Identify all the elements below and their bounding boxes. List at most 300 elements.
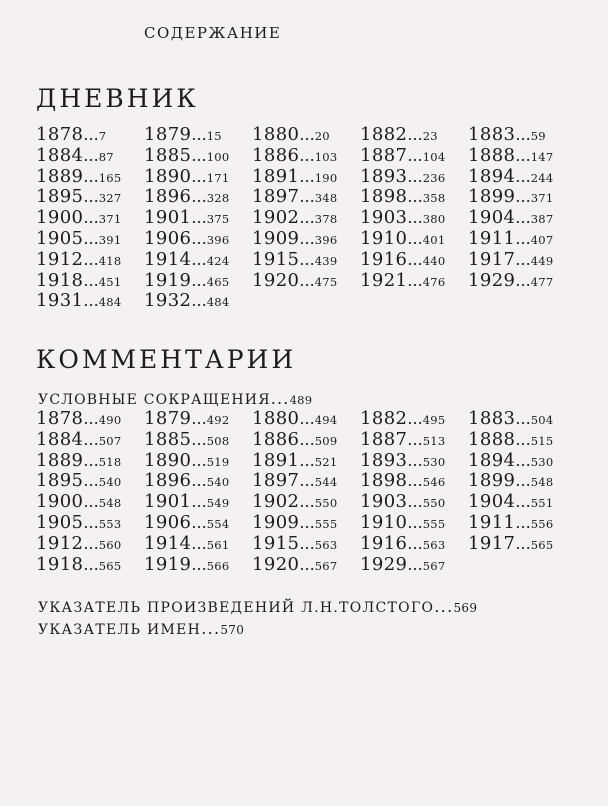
diary-contents-grid [36,125,576,312]
leader-dots: ... [83,492,99,512]
toc-entry[interactable] [468,167,576,188]
toc-year: 1916 [360,248,408,270]
toc-page-number: 567 [422,558,446,573]
leader-dots: ... [191,492,207,512]
toc-page-number: 484 [206,295,230,310]
toc-page-number: 475 [314,274,338,289]
toc-page-number: 171 [206,170,230,185]
toc-year: 1903 [360,207,408,229]
toc-page-number: 477 [530,274,554,289]
toc-page-number: 561 [206,537,230,552]
toc-entry[interactable] [144,534,252,555]
toc-entry[interactable] [468,187,576,208]
leader-dots: ... [299,125,315,144]
leader-dots: ... [299,471,315,491]
leader-dots: ... [299,249,315,269]
leader-dots: ... [299,554,315,574]
page-title: СОДЕРЖАНИЕ [144,24,282,42]
toc-year: 1915 [252,532,300,554]
leader-dots: ... [407,145,423,165]
index-works-page: 569 [453,601,478,615]
toc-entry[interactable] [468,250,576,271]
toc-page-number: 567 [314,558,338,573]
toc-entry[interactable] [36,471,144,492]
toc-entry[interactable] [144,430,252,451]
toc-entry[interactable] [36,229,144,250]
toc-entry[interactable] [144,187,252,208]
toc-year: 1912 [36,248,84,270]
leader-dots: ... [191,291,207,311]
toc-page-number: 59 [530,129,546,143]
toc-year: 1896 [144,186,192,208]
toc-page-number: 555 [422,516,446,531]
leader-dots: ... [83,249,99,269]
leader-dots: ... [191,471,207,491]
toc-year: 1915 [252,248,300,270]
toc-entry[interactable] [252,409,360,430]
toc-entry[interactable] [252,271,360,292]
toc-entry[interactable] [252,451,360,472]
leader-dots: ... [83,145,99,165]
toc-page-number: 548 [530,475,554,490]
leader-dots: ... [83,270,99,290]
toc-year: 1891 [252,165,300,187]
toc-entry[interactable] [144,513,252,534]
toc-entry[interactable] [144,409,252,430]
toc-entry[interactable] [252,187,360,208]
abbreviations-entry[interactable] [38,389,312,408]
leader-dots: ... [83,187,99,207]
toc-page-number: 165 [98,170,122,185]
toc-page-number: 563 [422,537,446,552]
leader-dots: ... [83,429,99,449]
toc-entry[interactable] [468,208,576,229]
toc-year: 1920 [252,269,300,291]
leader-dots: ... [407,249,423,269]
toc-page-number: 449 [530,253,554,268]
toc-entry[interactable] [252,146,360,167]
toc-entry[interactable] [36,409,144,430]
toc-year: 1897 [252,470,300,492]
toc-page-number: 396 [206,232,230,247]
leader-dots: ... [299,450,315,470]
toc-entry[interactable] [36,187,144,208]
toc-entry[interactable] [36,513,144,534]
toc-page-number: 391 [98,232,122,247]
toc-entry[interactable] [252,492,360,513]
toc-entry[interactable] [144,167,252,188]
toc-year: 1901 [144,207,192,229]
toc-entry[interactable] [252,513,360,534]
toc-entry[interactable] [360,534,468,555]
abbreviations-label: УСЛОВНЫЕ СОКРАЩЕНИЯ [38,392,271,408]
toc-entry[interactable] [468,451,576,472]
toc-page-number: 190 [314,170,338,185]
leader-dots: ... [83,166,99,186]
leader-dots: ... [515,471,531,491]
toc-page-number: 407 [530,232,554,247]
leader-dots: ... [515,512,531,532]
toc-year: 1919 [144,553,192,575]
toc-entry[interactable] [144,492,252,513]
comments-section-title: КОММЕНТАРИИ [36,345,297,374]
toc-page-number: 519 [206,454,230,469]
toc-page-number: 521 [314,454,338,469]
toc-year: 1878 [36,124,84,145]
toc-entry[interactable] [36,250,144,271]
leader-dots: ... [407,228,423,248]
toc-entry[interactable] [360,555,468,576]
toc-year: 1910 [360,511,408,533]
leader-dots: ... [407,492,423,512]
toc-year: 1906 [144,227,192,249]
toc-year: 1920 [252,553,300,575]
toc-year: 1893 [360,165,408,187]
toc-page-number: 401 [422,232,446,247]
toc-year: 1899 [468,470,516,492]
leader-dots: ... [83,512,99,532]
toc-year: 1914 [144,532,192,554]
leader-dots: ... [515,166,531,186]
toc-page-number: 476 [422,274,446,289]
leader-dots: ... [515,208,531,228]
leader-dots: ... [515,145,531,165]
leader-dots: ... [515,492,531,512]
toc-page-number: 551 [530,496,554,511]
toc-year: 1886 [252,144,300,166]
index-names-page: 570 [220,623,245,637]
toc-page-number: 515 [530,433,554,448]
toc-entry[interactable] [36,451,144,472]
toc-year: 1911 [468,227,516,249]
toc-page-number: 495 [422,413,446,427]
toc-page-number: 327 [98,191,122,206]
index-works-label: УКАЗАТЕЛЬ ПРОИЗВЕДЕНИЙ Л.Н.ТОЛСТОГО [38,600,435,616]
toc-year: 1918 [36,269,84,291]
leader-dots: ... [407,125,423,144]
leader-dots: ... [191,270,207,290]
toc-entry[interactable] [468,513,576,534]
leader-dots: ... [515,429,531,449]
toc-year: 1917 [468,248,516,270]
toc-entry[interactable] [36,125,144,146]
leader-dots: ... [83,409,99,428]
diary-section-title: ДНЕВНИК [36,84,199,113]
toc-entry[interactable] [36,146,144,167]
toc-year: 1883 [468,124,516,145]
toc-year: 1898 [360,470,408,492]
toc-year: 1929 [468,269,516,291]
toc-page-number: 465 [206,274,230,289]
toc-entry[interactable] [360,146,468,167]
toc-year: 1884 [36,144,84,166]
toc-entry[interactable] [360,208,468,229]
toc-year: 1903 [360,491,408,513]
toc-year: 1895 [36,186,84,208]
toc-year: 1919 [144,269,192,291]
toc-entry[interactable] [252,167,360,188]
leader-dots: ... [191,429,207,449]
toc-page-number: 548 [98,496,122,511]
leader-dots: ... [515,409,531,428]
toc-page-number: 20 [314,129,330,143]
toc-page-number: 371 [98,212,122,227]
toc-year: 1902 [252,491,300,513]
toc-page-number: 550 [314,496,338,511]
toc-page-number: 563 [314,537,338,552]
toc-page-number: 540 [98,475,122,490]
index-names-entry[interactable] [38,619,244,638]
toc-entry[interactable] [360,250,468,271]
leader-dots: ... [515,249,531,269]
toc-page-number: 553 [98,516,122,531]
toc-page-number: 380 [422,212,446,227]
leader-dots: ... [434,597,454,616]
toc-page-number: 7 [98,129,107,143]
leader-dots: ... [191,166,207,186]
toc-entry[interactable] [144,250,252,271]
toc-entry[interactable] [252,534,360,555]
leader-dots: ... [407,554,423,574]
toc-entry[interactable] [360,271,468,292]
toc-entry[interactable] [252,125,360,146]
leader-dots: ... [299,429,315,449]
toc-page-number: 507 [98,433,122,448]
toc-year: 1909 [252,227,300,249]
toc-year: 1904 [468,207,516,229]
index-works-entry[interactable] [38,597,477,616]
toc-page-number: 530 [422,454,446,469]
toc-entry[interactable] [144,471,252,492]
leader-dots: ... [515,533,531,553]
toc-year: 1917 [468,532,516,554]
toc-year: 1894 [468,449,516,471]
toc-entry[interactable] [36,555,144,576]
toc-year: 1882 [360,124,408,145]
toc-year: 1900 [36,207,84,229]
toc-entry[interactable] [468,471,576,492]
toc-entry[interactable] [252,555,360,576]
toc-entry[interactable] [360,492,468,513]
toc-entry[interactable] [468,271,576,292]
leader-dots: ... [407,166,423,186]
toc-page-number: 566 [206,558,230,573]
toc-page-number: 484 [98,295,122,310]
toc-year: 1901 [144,491,192,513]
toc-year: 1882 [360,408,408,429]
leader-dots: ... [407,471,423,491]
toc-page-number: 371 [530,191,554,206]
leader-dots: ... [299,270,315,290]
toc-year: 1900 [36,491,84,513]
toc-year: 1905 [36,511,84,533]
leader-dots: ... [191,409,207,428]
toc-page-number: 565 [530,537,554,552]
toc-entry[interactable] [360,430,468,451]
toc-entry[interactable] [468,125,576,146]
toc-year: 1887 [360,144,408,166]
toc-year: 1886 [252,428,300,450]
toc-year: 1916 [360,532,408,554]
toc-year: 1909 [252,511,300,533]
toc-page-number: 513 [422,433,446,448]
toc-entry[interactable] [360,229,468,250]
leader-dots: ... [83,228,99,248]
toc-entry[interactable] [468,409,576,430]
toc-entry[interactable] [36,492,144,513]
toc-page-number: 424 [206,253,230,268]
toc-entry[interactable] [468,229,576,250]
leader-dots: ... [407,533,423,553]
toc-entry[interactable] [468,534,576,555]
toc-entry[interactable] [360,513,468,534]
leader-dots: ... [83,471,99,491]
toc-entry[interactable] [252,250,360,271]
toc-entry[interactable] [468,492,576,513]
toc-entry[interactable] [468,430,576,451]
abbreviations-page: 489 [289,393,313,407]
leader-dots: ... [299,228,315,248]
toc-page-number: 23 [422,129,438,143]
toc-entry[interactable] [36,534,144,555]
toc-year: 1914 [144,248,192,270]
leader-dots: ... [515,450,531,470]
leader-dots: ... [515,228,531,248]
leader-dots: ... [299,512,315,532]
leader-dots: ... [299,208,315,228]
toc-year: 1889 [36,449,84,471]
toc-year: 1879 [144,124,192,145]
toc-entry[interactable] [468,146,576,167]
toc-entry[interactable] [144,229,252,250]
toc-year: 1880 [252,124,300,145]
leader-dots: ... [191,187,207,207]
toc-year: 1929 [360,553,408,575]
toc-page-number: 546 [422,475,446,490]
toc-year: 1932 [144,290,192,312]
toc-year: 1899 [468,186,516,208]
leader-dots: ... [407,270,423,290]
toc-year: 1893 [360,449,408,471]
toc-year: 1890 [144,449,192,471]
toc-year: 1885 [144,428,192,450]
toc-entry[interactable] [252,229,360,250]
toc-page-number: 147 [530,149,554,164]
toc-entry[interactable] [36,430,144,451]
toc-page-number: 555 [314,516,338,531]
leader-dots: ... [299,409,315,428]
toc-page-number: 565 [98,558,122,573]
leader-dots: ... [407,208,423,228]
toc-page-number: 550 [422,496,446,511]
toc-year: 1889 [36,165,84,187]
leader-dots: ... [201,619,221,638]
toc-page-number: 451 [98,274,122,289]
toc-year: 1905 [36,227,84,249]
toc-year: 1912 [36,532,84,554]
leader-dots: ... [299,166,315,186]
leader-dots: ... [407,187,423,207]
toc-page-number: 418 [98,253,122,268]
toc-entry[interactable] [360,451,468,472]
leader-dots: ... [191,249,207,269]
toc-year: 1906 [144,511,192,533]
leader-dots: ... [191,554,207,574]
toc-year: 1883 [468,408,516,429]
toc-entry[interactable] [36,208,144,229]
toc-year: 1888 [468,144,516,166]
toc-entry[interactable] [144,271,252,292]
toc-page-number: 540 [206,475,230,490]
toc-entry[interactable] [36,291,144,312]
toc-entry[interactable] [144,208,252,229]
toc-year: 1887 [360,428,408,450]
toc-page-number: 387 [530,212,554,227]
toc-entry[interactable] [144,291,252,312]
toc-entry[interactable] [360,471,468,492]
toc-entry[interactable] [144,451,252,472]
leader-dots: ... [299,187,315,207]
toc-entry[interactable] [252,471,360,492]
leader-dots: ... [191,208,207,228]
toc-entry[interactable] [144,146,252,167]
toc-year: 1880 [252,408,300,429]
toc-year: 1878 [36,408,84,429]
toc-year: 1879 [144,408,192,429]
toc-page-number: 15 [206,129,222,143]
leader-dots: ... [299,533,315,553]
toc-year: 1921 [360,269,408,291]
toc-page-number: 375 [206,212,230,227]
toc-entry[interactable] [360,409,468,430]
toc-year: 1885 [144,144,192,166]
toc-entry[interactable] [360,167,468,188]
leader-dots: ... [407,409,423,428]
toc-year: 1888 [468,428,516,450]
toc-page-number: 504 [530,413,554,427]
leader-dots: ... [191,125,207,144]
toc-entry[interactable] [360,187,468,208]
toc-entry[interactable] [252,430,360,451]
leader-dots: ... [515,270,531,290]
leader-dots: ... [270,389,290,408]
toc-page-number: 494 [314,413,338,427]
toc-entry[interactable] [252,208,360,229]
toc-entry[interactable] [360,125,468,146]
toc-year: 1931 [36,290,84,312]
toc-entry[interactable] [36,271,144,292]
toc-entry[interactable] [36,167,144,188]
toc-page-number: 549 [206,496,230,511]
toc-entry[interactable] [144,125,252,146]
leader-dots: ... [83,533,99,553]
toc-year: 1910 [360,227,408,249]
leader-dots: ... [83,125,99,144]
leader-dots: ... [191,512,207,532]
toc-page-number: 328 [206,191,230,206]
toc-year: 1904 [468,491,516,513]
toc-entry[interactable] [144,555,252,576]
toc-page-number: 556 [530,516,554,531]
toc-page-number: 100 [206,149,230,164]
toc-year: 1890 [144,165,192,187]
leader-dots: ... [191,450,207,470]
leader-dots: ... [191,228,207,248]
toc-year: 1891 [252,449,300,471]
leader-dots: ... [407,429,423,449]
toc-page-number: 348 [314,191,338,206]
toc-year: 1895 [36,470,84,492]
